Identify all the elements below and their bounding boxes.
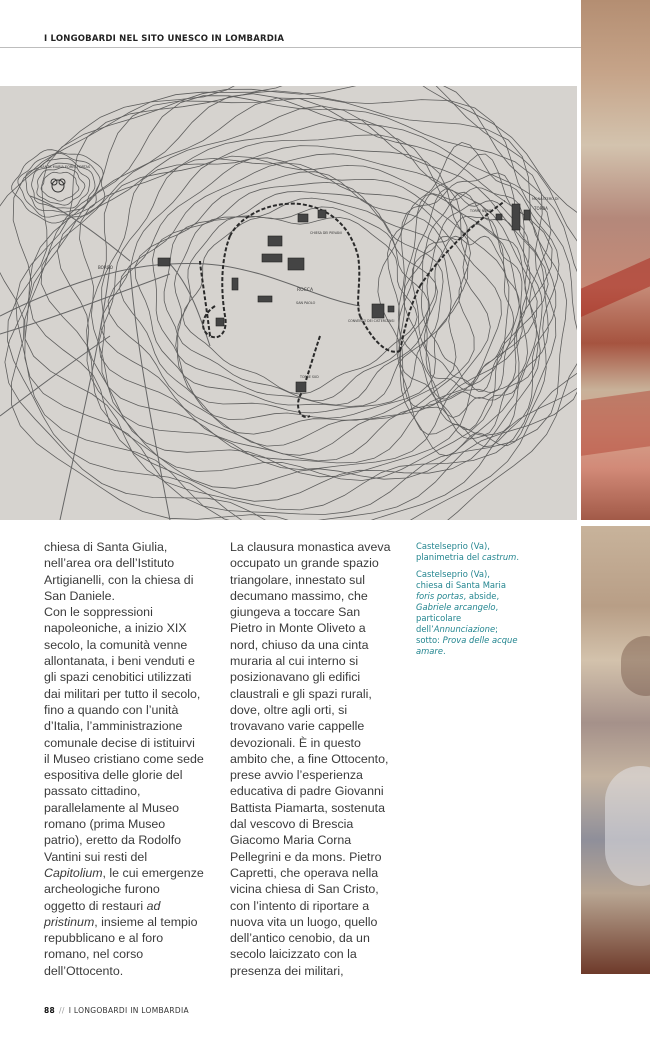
text-line: devozionali. È in questo <box>230 735 361 750</box>
caption-line: amare. <box>416 646 446 656</box>
text-line: archeologiche furono <box>44 882 160 897</box>
text-line: dove, oltre agli orti, si <box>230 702 348 717</box>
label-san-paolo: SAN PAOLO <box>296 301 316 305</box>
text-line: nell’area ora dell’Istituto <box>44 556 175 571</box>
page-footer <box>44 1006 189 1015</box>
text-line: La clausura monastica aveva <box>230 540 391 554</box>
contour-line <box>108 158 474 446</box>
text-line: Con le soppressioni <box>44 605 153 620</box>
label-torre-sud: TORRE SUD <box>300 375 319 379</box>
caption-line: sotto: Prova delle acque <box>416 635 518 645</box>
text-line: presenza dei militari, <box>230 963 344 978</box>
contour-line <box>80 119 538 477</box>
text-line: secolo laicizzato con la <box>230 947 357 962</box>
caption-line: Castelseprio (Va), <box>416 541 490 551</box>
contour-line <box>12 150 105 223</box>
running-header: I LONGOBARDI NEL SITO UNESCO IN LOMBARDIA <box>44 34 285 44</box>
text-line: dal vescovo di Brescia <box>230 817 354 832</box>
text-line: nuova vita un luogo, quello <box>230 914 378 929</box>
text-line: pristinum, insieme al tempio <box>44 914 198 929</box>
text-line: secolo, la comunità venne <box>44 637 188 652</box>
text-line: con l’intento di riportare a <box>230 898 370 913</box>
text-line: parallelamente al Museo <box>44 800 179 815</box>
fresco-photo-top <box>581 0 650 520</box>
text-line: fino a quando con l’unità <box>44 702 179 717</box>
text-line: vicina chiesa di San Cristo, <box>230 882 379 897</box>
roads <box>0 196 360 520</box>
castrum-plan-drawing <box>0 86 577 520</box>
text-line: San Daniele. <box>44 588 115 603</box>
text-line: Pietro in Monte Oliveto a <box>230 621 366 636</box>
caption-line: Castelseprio (Va), <box>416 569 490 579</box>
text-line: dell’Ottocento. <box>44 963 124 978</box>
contour-line <box>16 91 577 520</box>
text-line: repubblicano e al foro <box>44 931 164 946</box>
label-santa-maria: SANTA MARIA FORIS PORTAS <box>40 165 91 169</box>
text-line: il Museo cristiano come sede <box>44 751 204 766</box>
text-line: patrio), eretto da Rodolfo <box>44 833 182 848</box>
label-cistercensi: CONVENTO DEI CISTERCENSI <box>348 319 395 323</box>
santa-maria-symbol <box>51 179 65 192</box>
text-line: dai militari per tutto il secolo, <box>44 686 201 701</box>
caption-line: chiesa di Santa Maria <box>416 580 506 590</box>
text-line: Artigianelli, con la chiesa di <box>44 572 194 587</box>
contour-line <box>412 203 527 400</box>
contour-line <box>57 106 548 481</box>
text-line: Capitolium, le cui emergenze <box>44 865 204 880</box>
text-line: passato cittadino, <box>44 784 141 799</box>
text-line: occupato un grande spazio <box>230 556 379 571</box>
footer-separator: // <box>59 1006 65 1015</box>
caption-line: dell’Annunciazione; <box>416 624 498 634</box>
text-line: posizionavano gli edifici <box>230 670 361 685</box>
caption-map <box>416 541 531 563</box>
text-line: Battista Piamarta, sostenuta <box>230 800 385 815</box>
text-line: napoleoniche, a inizio XIX <box>44 621 187 636</box>
text-column-2 <box>230 539 402 979</box>
text-line: prese avvio l’esperienza <box>230 768 363 783</box>
caption-line: planimetria del castrum. <box>416 552 519 562</box>
text-line: Capretti, che operava nella <box>230 865 379 880</box>
text-line: claustrali e gli spazi rurali, <box>230 686 372 701</box>
caption-line: foris portas, abside, <box>416 591 500 601</box>
text-line: romano, nel corso <box>44 947 144 962</box>
label-torba: TORBA <box>534 206 548 211</box>
contour-line <box>378 142 559 455</box>
text-line: d’Italia, l’amministrazione <box>44 719 183 734</box>
caption-line: Gabriele arcangelo, <box>416 602 499 612</box>
text-line: Pellegrini e da mons. Pietro <box>230 849 382 864</box>
text-line: comunale decise di istituirvi <box>44 735 195 750</box>
text-line: Giacomo Maria Corna <box>230 833 352 848</box>
text-line: nord, chiuso da una cinta <box>230 637 369 652</box>
text-line: triangolare, innestato sul <box>230 572 366 587</box>
contour-line <box>25 98 567 514</box>
text-line: romano (prima Museo <box>44 817 166 832</box>
caption-fresco <box>416 569 531 657</box>
label-chiesa: CHIESA DEI PIEVANI <box>310 231 342 235</box>
page-number: 88 <box>44 1006 56 1015</box>
text-column-1 <box>44 539 216 979</box>
label-rocca: ROCCA <box>297 288 314 293</box>
text-line: oggetto di restauri ad <box>44 898 161 913</box>
text-line: trovavano varie cappelle <box>230 719 365 734</box>
fortification-walls <box>200 201 505 417</box>
text-line: educativa di padre Giovanni <box>230 784 384 799</box>
footer-title: I LONGOBARDI IN LOMBARDIA <box>68 1006 189 1015</box>
label-borgo: BORGO <box>98 265 113 270</box>
text-line: allontanata, i beni venduti e <box>44 654 195 669</box>
label-monastero: MONASTERO DI <box>532 197 559 201</box>
text-line: decumano massimo, che <box>230 588 368 603</box>
text-line: giungeva a toccare San <box>230 605 361 620</box>
text-line: espositiva delle glorie del <box>44 768 183 783</box>
fresco-photo-bottom <box>581 526 650 974</box>
text-line: muraria al cui interno si <box>230 654 359 669</box>
text-line: ambito che, a fine Ottocento, <box>230 751 389 766</box>
text-line: chiesa di Santa Giulia, <box>44 540 168 554</box>
text-line: Vantini sui resti del <box>44 849 148 864</box>
text-line: gli spazi cenobitici utilizzati <box>44 670 192 685</box>
caption-line: particolare <box>416 613 462 623</box>
label-torre-nord: TORRE NORD <box>470 209 492 213</box>
header-rule <box>0 47 581 48</box>
text-line: dell’antico cenobio, da un <box>230 931 370 946</box>
castrum-map <box>0 86 577 520</box>
